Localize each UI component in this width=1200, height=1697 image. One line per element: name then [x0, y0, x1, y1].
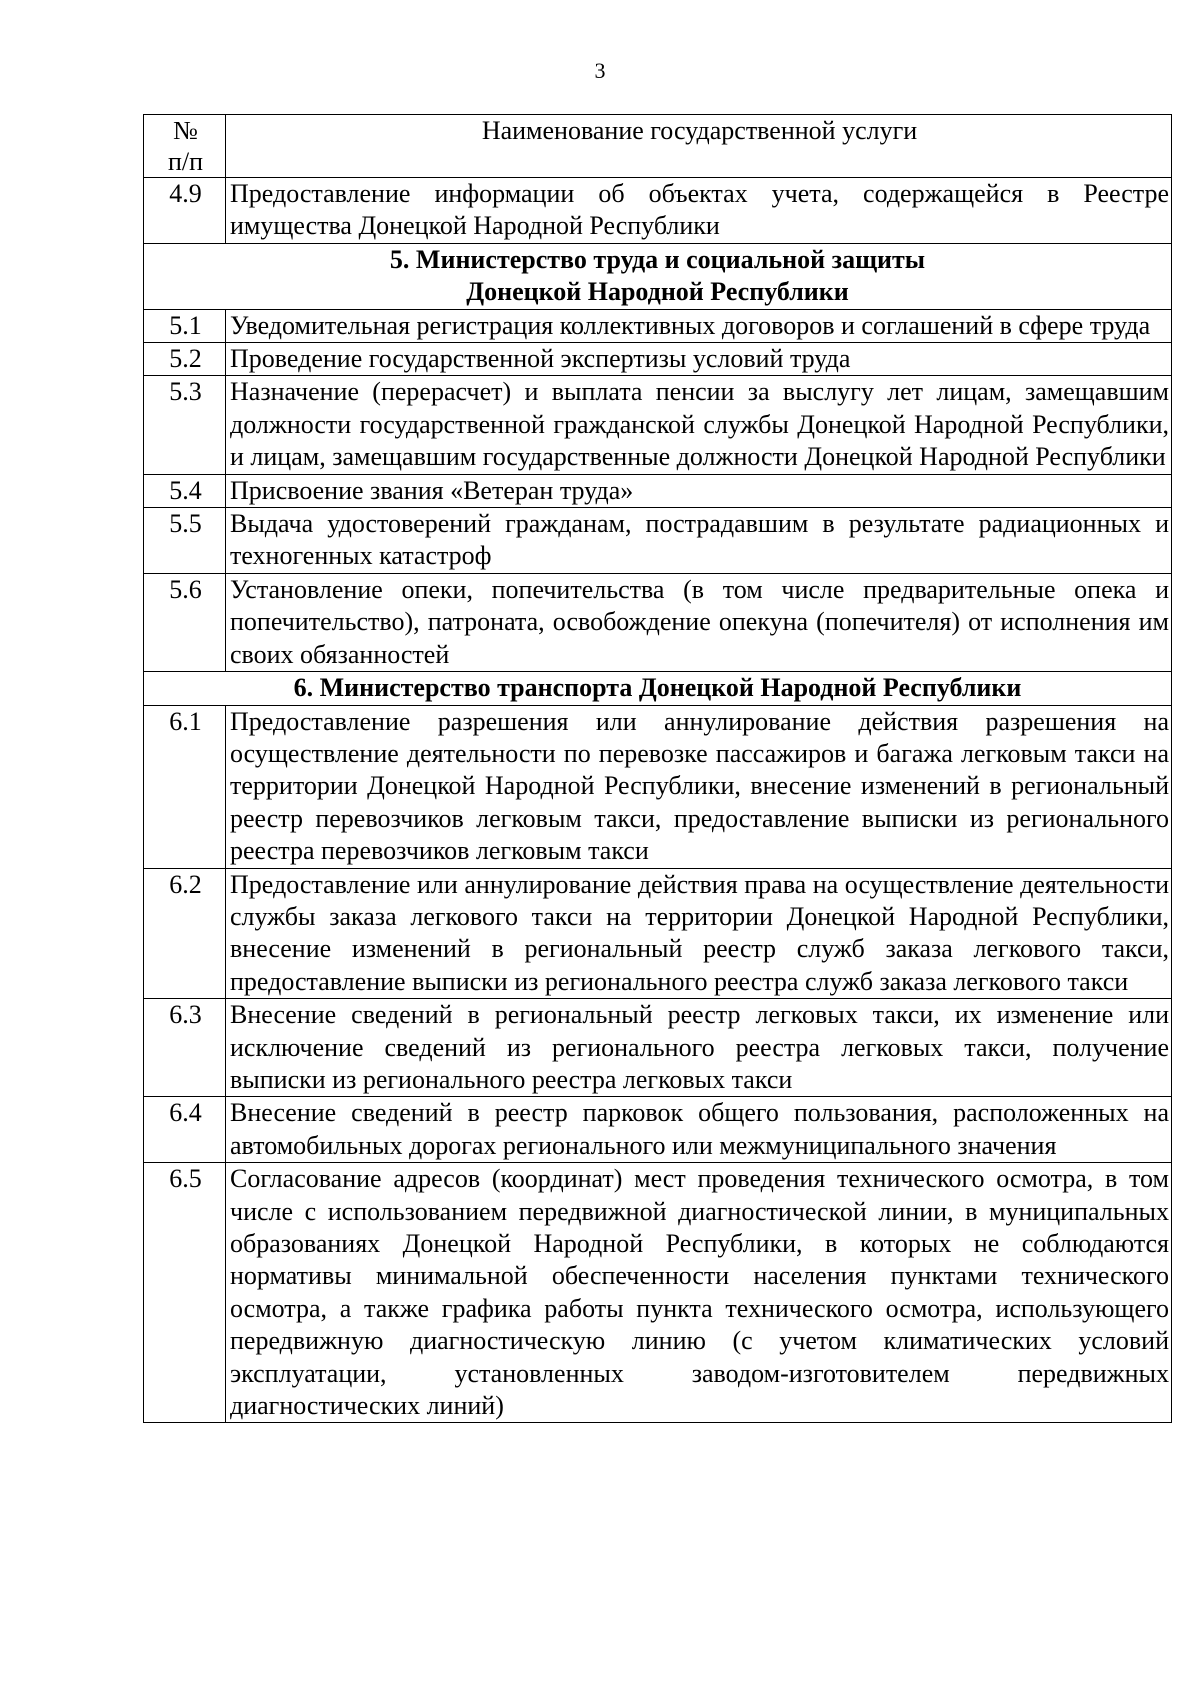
header-service-name: Наименование государственной услуги	[226, 115, 1172, 178]
table-row	[144, 999, 1172, 1097]
table-row	[144, 309, 1172, 342]
service-name: Предоставление информации об объектах учета, содержащейся в Реестре имущества Донецкой Народной Республики	[226, 178, 1172, 244]
service-name: Согласование адресов (координат) мест проведения технического осмотра, в том числе с использованием передвижной диагностической линии, в муниципальных образованиях Донецкой Народной Республики, в которых не соблюдаются нормативы минимальной обеспеченности населения пунктами технического осмотра, а также графика работы пункта технического осмотра, использующего передвижную диагностическую линию (с учетом климатических условий эксплуатации, установленных заводом-изготовителем передвижных диагностических линий)	[226, 1163, 1172, 1423]
table-row	[144, 1097, 1172, 1163]
table-row	[144, 573, 1172, 671]
row-number: 5.2	[144, 343, 226, 376]
service-name: Предоставление или аннулирование действия права на осуществление деятельности службы заказа легкового такси на территории Донецкой Народной Республики, внесение изменений в региональный реестр служб заказа легкового такси, предоставление выписки из регионального реестра служб заказа легкового такси	[226, 868, 1172, 999]
table-row	[144, 474, 1172, 507]
table-row	[144, 343, 1172, 376]
row-number: 5.3	[144, 376, 226, 474]
row-number: 4.9	[144, 178, 226, 244]
row-number: 6.3	[144, 999, 226, 1097]
service-name: Назначение (перерасчет) и выплата пенсии за выслугу лет лицам, замещавшим должности государственной гражданской службы Донецкой Народной Республики, и лицам, замещавшим государственные должности Донецкой Народной Республики	[226, 376, 1172, 474]
section-header-row	[144, 672, 1172, 705]
table-row	[144, 178, 1172, 244]
table-body	[144, 178, 1172, 1423]
service-name: Выдача удостоверений гражданам, пострадавшим в результате радиационных и техногенных катастроф	[226, 508, 1172, 574]
row-number: 5.1	[144, 309, 226, 342]
section-title-line: Донецкой Народной Республики	[466, 277, 849, 307]
section-header-row	[144, 243, 1172, 309]
row-number: 5.4	[144, 474, 226, 507]
table-row	[144, 1163, 1172, 1423]
row-number: 5.6	[144, 573, 226, 671]
row-number: 6.4	[144, 1097, 226, 1163]
section-title	[144, 243, 1172, 309]
header-number-abbr: п/п	[167, 147, 204, 176]
section-title-line: 6. Министерство транспорта Донецкой Народной Республики	[293, 673, 1022, 703]
row-number: 6.5	[144, 1163, 226, 1423]
table-row	[144, 868, 1172, 999]
section-title	[144, 672, 1172, 705]
table-row	[144, 705, 1172, 868]
header-number-symbol: №	[173, 116, 198, 145]
row-number: 5.5	[144, 508, 226, 574]
service-name: Уведомительная регистрация коллективных договоров и соглашений в сфере труда	[226, 309, 1172, 342]
services-table	[143, 114, 1172, 1423]
service-name: Установление опеки, попечительства (в том числе предварительные опека и попечительство), патроната, освобождение опекуна (попечителя) от исполнения им своих обязанностей	[226, 573, 1172, 671]
section-title-line: 5. Министерство труда и социальной защиты	[389, 244, 926, 274]
service-name: Присвоение звания «Ветеран труда»	[226, 474, 1172, 507]
table-header-row	[144, 115, 1172, 178]
service-name: Проведение государственной экспертизы условий труда	[226, 343, 1172, 376]
table-row	[144, 376, 1172, 474]
service-name: Внесение сведений в реестр парковок общего пользования, расположенных на автомобильных дорогах регионального или межмуниципального значения	[226, 1097, 1172, 1163]
service-name: Предоставление разрешения или аннулирование действия разрешения на осуществление деятельности по перевозке пассажиров и багажа легковым такси на территории Донецкой Народной Республики, внесение изменений в региональный реестр перевозчиков легковым такси, предоставление выписки из регионального реестра перевозчиков легковым такси	[226, 705, 1172, 868]
table-row	[144, 508, 1172, 574]
service-name: Внесение сведений в региональный реестр легковых такси, их изменение или исключение сведений из регионального реестра легковых такси, получение выписки из регионального реестра легковых такси	[226, 999, 1172, 1097]
row-number: 6.1	[144, 705, 226, 868]
header-number-cell	[144, 115, 226, 178]
row-number: 6.2	[144, 868, 226, 999]
page-number: 3	[594, 58, 606, 83]
